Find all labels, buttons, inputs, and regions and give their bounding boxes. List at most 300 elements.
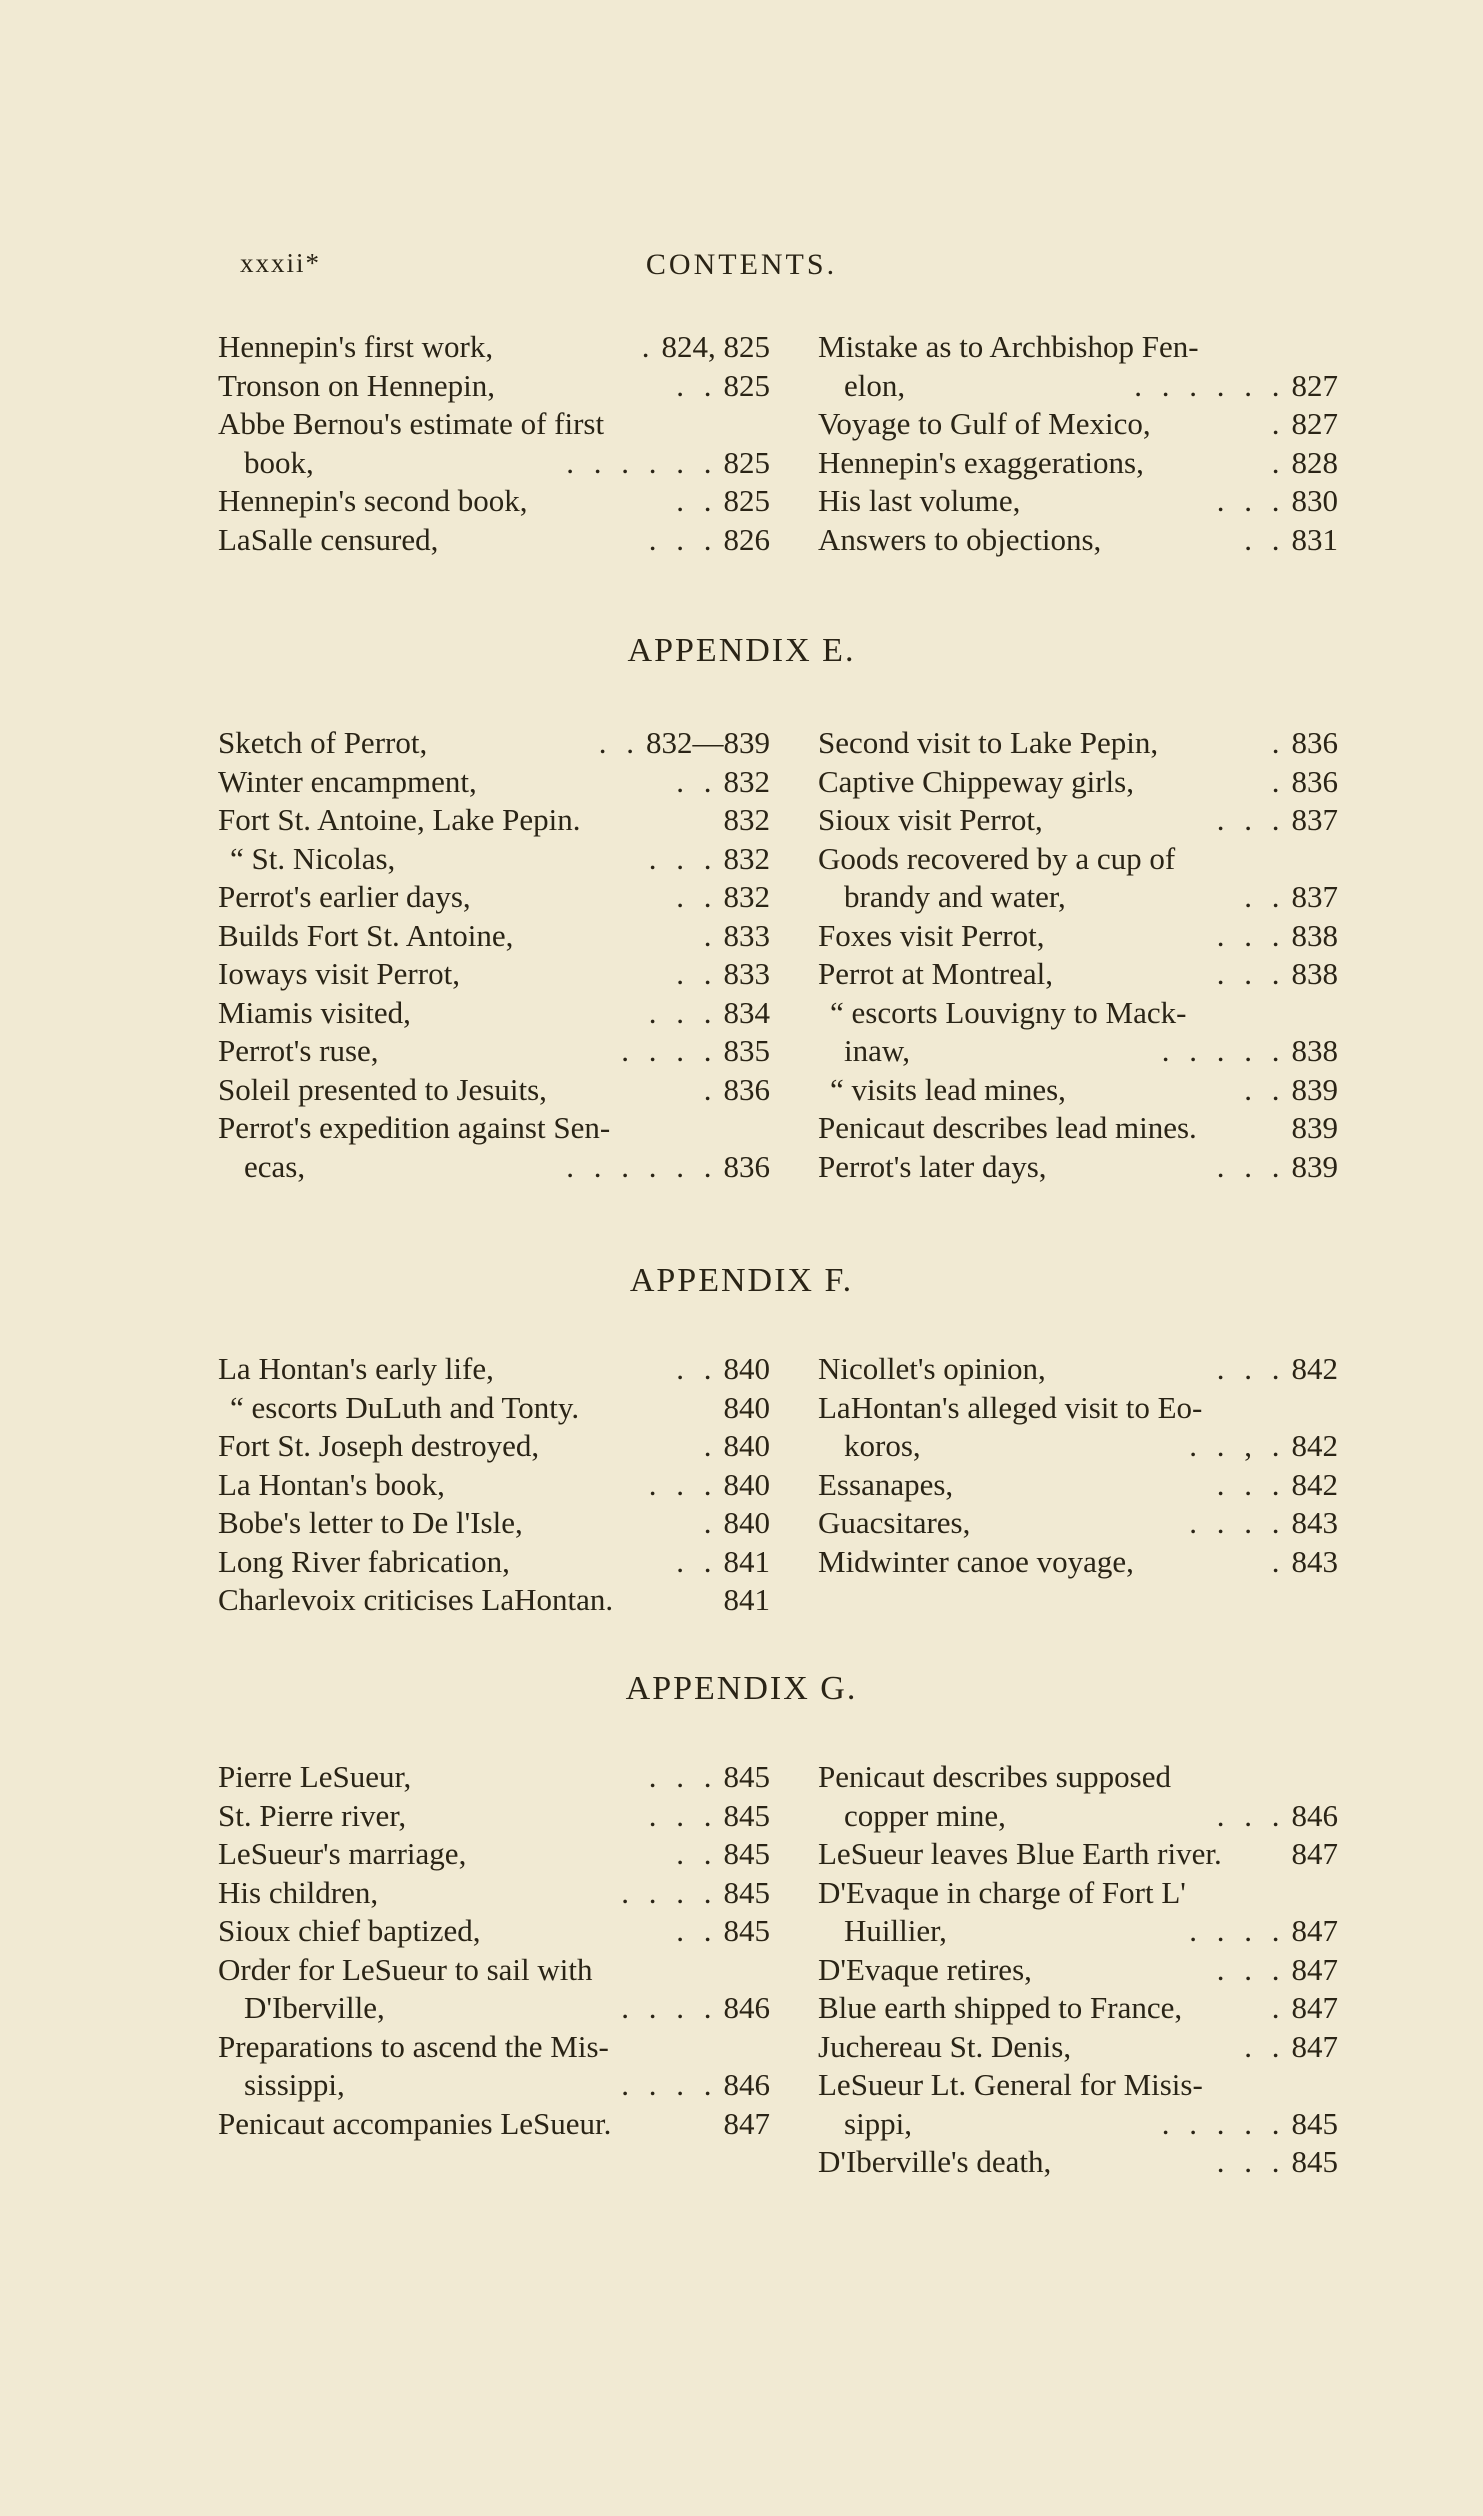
- entry-page-number: 843: [1291, 1543, 1338, 1579]
- entry-title: elon,: [844, 367, 906, 403]
- toc-entry-line: [818, 328, 1338, 367]
- toc-entry-line: [818, 2143, 1338, 2182]
- leader-dots: . . . . . .: [1134, 367, 1286, 403]
- entry-title: Order for LeSueur to sail with: [218, 1951, 593, 1987]
- entry-page-number: 846: [723, 2067, 770, 2102]
- entry-page-number: 847: [1291, 2028, 1338, 2064]
- toc-entry-line: [818, 2028, 1338, 2067]
- leader-dots: . . .: [1216, 1148, 1286, 1184]
- entry-title: Perrot's earlier days,: [218, 879, 471, 914]
- entry-page-number: 841: [723, 1543, 770, 1579]
- leader-dots: .: [641, 329, 656, 364]
- toc-entry-line: [818, 2066, 1338, 2105]
- entry-title: D'Iberville,: [244, 1990, 385, 2025]
- entry-title: Sketch of Perrot,: [218, 725, 428, 760]
- entry-title: LeSueur's marriage,: [218, 1836, 467, 1871]
- toc-entry-line: [218, 1032, 770, 1071]
- entry-title: Hennepin's first work,: [218, 329, 494, 364]
- entry-title: LeSueur leaves Blue Earth river.: [818, 1836, 1222, 1871]
- toc-entry: [218, 1109, 770, 1186]
- entry-title: “ escorts Louvigny to Mack-: [830, 994, 1187, 1030]
- entry-title: Voyage to Gulf of Mexico,: [818, 406, 1151, 441]
- entry-title: Penicaut accompanies LeSueur.: [218, 2105, 612, 2141]
- running-head: [0, 248, 1483, 288]
- appendix-g-column-right: [818, 1758, 1338, 2182]
- leader-dots: . . . . .: [1161, 1033, 1286, 1068]
- entry-page-number: 845: [723, 1874, 770, 1910]
- entry-title: Bobe's letter to De l'Isle,: [218, 1505, 523, 1540]
- toc-entry-line: [818, 521, 1338, 560]
- entry-title: Ioways visit Perrot,: [218, 956, 460, 991]
- toc-entry-line: [818, 1071, 1338, 1110]
- toc-entry-line: [818, 763, 1338, 802]
- toc-entry-line: [218, 724, 770, 763]
- toc-entry: [218, 1427, 770, 1466]
- toc-entry-line: [218, 1466, 770, 1505]
- appendix-e-column-right: [818, 724, 1338, 1186]
- toc-entry: [818, 1109, 1338, 1148]
- entry-title: His children,: [218, 1874, 379, 1910]
- leader-dots: . . , .: [1189, 1428, 1286, 1463]
- appendix-g-heading: APPENDIX G.: [625, 1670, 858, 1707]
- toc-entry: [218, 955, 770, 994]
- toc-entry-line: [818, 955, 1338, 994]
- toc-entry-line: [218, 1912, 770, 1951]
- toc-entry: [218, 1758, 770, 1797]
- toc-entry: [818, 917, 1338, 956]
- entry-page-number: 832: [723, 879, 770, 914]
- entry-title: Charlevoix criticises LaHontan.: [218, 1582, 614, 1617]
- entry-page-number: 847: [723, 2105, 770, 2141]
- leader-dots: . . .: [1216, 917, 1286, 953]
- entry-page-number: 836: [723, 1148, 770, 1184]
- toc-entry: [218, 724, 770, 763]
- entry-title: Preparations to ascend the Mis-: [218, 2028, 609, 2064]
- entry-page-number: 836: [1291, 725, 1338, 760]
- entry-title: Hennepin's exaggerations,: [818, 444, 1144, 480]
- toc-entry: [818, 482, 1338, 521]
- leader-dots: .: [1271, 725, 1286, 760]
- entry-title: Hennepin's second book,: [218, 483, 528, 518]
- toc-entry-line: [818, 2105, 1338, 2144]
- entry-title: Second visit to Lake Pepin,: [818, 725, 1159, 760]
- entry-page-number: 845: [1291, 2144, 1338, 2179]
- toc-entry-line: [818, 1758, 1338, 1797]
- entry-title: Foxes visit Perrot,: [818, 917, 1045, 953]
- entry-page-number: 847: [1291, 1951, 1338, 1987]
- toc-entry: [218, 1835, 770, 1874]
- entry-title: His last volume,: [818, 483, 1021, 518]
- toc-entry-line: [218, 1109, 770, 1148]
- toc-entry: [818, 1989, 1338, 2028]
- entry-title: Tronson on Hennepin,: [218, 367, 496, 403]
- entry-title: ecas,: [244, 1148, 306, 1184]
- entry-page-number: 837: [1291, 879, 1338, 914]
- entry-page-number: 834: [723, 994, 770, 1030]
- toc-entry: [818, 1148, 1338, 1187]
- entry-page-number: 824, 825: [661, 329, 770, 364]
- entry-page-number: 833: [723, 917, 770, 953]
- leader-dots: . .: [676, 879, 718, 914]
- entry-page-number: 845: [723, 1797, 770, 1833]
- appendix-g-column-left: [218, 1758, 770, 2143]
- toc-entry: [218, 1032, 770, 1071]
- toc-entry: [218, 1504, 770, 1543]
- toc-entry: [818, 444, 1338, 483]
- entry-page-number: 845: [1291, 2105, 1338, 2141]
- leader-dots: . .: [1244, 2028, 1286, 2064]
- toc-entry: [818, 2028, 1338, 2067]
- toc-entry: [218, 1389, 770, 1428]
- toc-entry: [218, 328, 770, 367]
- entry-title: La Hontan's early life,: [218, 1351, 494, 1386]
- appendix-f-column-left: [218, 1350, 770, 1620]
- entry-page-number: 838: [1291, 917, 1338, 953]
- entry-page-number: 841: [723, 1582, 770, 1617]
- toc-entry-line: [218, 1427, 770, 1466]
- entry-title: Guacsitares,: [818, 1505, 971, 1540]
- entry-page-number: 845: [723, 1913, 770, 1948]
- entry-page-number: 838: [1291, 956, 1338, 991]
- toc-entry: [218, 405, 770, 482]
- entry-title: Builds Fort St. Antoine,: [218, 917, 514, 953]
- entry-title: “ visits lead mines,: [830, 1071, 1066, 1107]
- toc-entry: [218, 1874, 770, 1913]
- entry-page-number: 831: [1291, 521, 1338, 557]
- entry-page-number: 827: [1291, 367, 1338, 403]
- toc-entry: [818, 2143, 1338, 2182]
- toc-entry: [818, 1874, 1338, 1951]
- toc-entry: [218, 917, 770, 956]
- leader-dots: . . .: [648, 840, 718, 876]
- toc-entry-line: [218, 1504, 770, 1543]
- toc-entry: [218, 482, 770, 521]
- toc-entry: [218, 763, 770, 802]
- leader-dots: . . .: [1216, 802, 1286, 837]
- appendix-f-heading: APPENDIX F.: [629, 1262, 854, 1299]
- leader-dots: . . .: [648, 1759, 718, 1794]
- toc-entry-line: [218, 482, 770, 521]
- entry-title: Fort St. Antoine, Lake Pepin.: [218, 802, 581, 837]
- toc-entry-line: [818, 1951, 1338, 1990]
- toc-entry-line: [218, 1389, 770, 1428]
- entry-page-number: 846: [723, 1990, 770, 2025]
- entry-title: Fort St. Joseph destroyed,: [218, 1428, 540, 1463]
- leader-dots: .: [1271, 1990, 1286, 2025]
- toc-entry-line: [818, 1989, 1338, 2028]
- toc-entry-line: [218, 521, 770, 560]
- toc-entry: [218, 1797, 770, 1836]
- toc-entry-line: [818, 1797, 1338, 1836]
- toc-entry-line: [218, 328, 770, 367]
- toc-entry-line: [218, 955, 770, 994]
- toc-entry-line: [218, 878, 770, 917]
- leader-dots: . . . .: [621, 1033, 718, 1068]
- toc-entry: [218, 367, 770, 406]
- page-number: xxxii*: [240, 248, 322, 278]
- leader-dots: .: [703, 917, 718, 953]
- leader-dots: . .: [676, 763, 718, 799]
- entry-title: Perrot's expedition against Sen-: [218, 1110, 611, 1145]
- toc-entry-line: [818, 1389, 1338, 1428]
- leader-dots: . .: [676, 956, 718, 991]
- entry-title: Pierre LeSueur,: [218, 1759, 412, 1794]
- entry-title: “ St. Nicolas,: [230, 840, 396, 876]
- toc-entry-line: [218, 1543, 770, 1582]
- toc-entry-line: [818, 1350, 1338, 1389]
- entry-page-number: 840: [723, 1428, 770, 1463]
- toc-entry: [218, 1071, 770, 1110]
- toc-entry-line: [218, 1874, 770, 1913]
- entry-page-number: 842: [1291, 1351, 1338, 1386]
- entry-page-number: 833: [723, 956, 770, 991]
- entry-title: Goods recovered by a cup of: [818, 840, 1176, 876]
- entry-page-number: 837: [1291, 802, 1338, 837]
- toc-entry: [218, 2105, 770, 2144]
- entry-title: Blue earth shipped to France,: [818, 1990, 1183, 2025]
- toc-entry: [818, 763, 1338, 802]
- toc-entry-line: [818, 1874, 1338, 1913]
- toc-entry-line: [218, 1071, 770, 1110]
- entry-page-number: 843: [1291, 1505, 1338, 1540]
- leader-dots: . .: [676, 483, 718, 518]
- toc-entry: [218, 1350, 770, 1389]
- entry-page-number: 840: [723, 1466, 770, 1502]
- leader-dots: . .: [676, 1543, 718, 1579]
- entry-page-number: 845: [723, 1759, 770, 1794]
- toc-entry: [218, 1581, 770, 1620]
- entry-title: inaw,: [844, 1033, 910, 1068]
- entry-title: Perrot's later days,: [818, 1148, 1047, 1184]
- toc-entry-line: [818, 1466, 1338, 1505]
- toc-entry-line: [818, 1427, 1338, 1466]
- entry-page-number: 838: [1291, 1033, 1338, 1068]
- toc-entry-line: [218, 1148, 770, 1187]
- entry-page-number: 842: [1291, 1428, 1338, 1463]
- toc-entry: [818, 2066, 1338, 2143]
- entry-title: copper mine,: [844, 1797, 1006, 1833]
- entry-page-number: 828: [1291, 444, 1338, 480]
- toc-entry: [218, 840, 770, 879]
- entry-title: D'Iberville's death,: [818, 2144, 1052, 2179]
- toc-entry: [218, 994, 770, 1033]
- toc-entry-line: [818, 444, 1338, 483]
- entry-title: sissippi,: [244, 2067, 345, 2102]
- toc-entry: [218, 1466, 770, 1505]
- toc-entry-line: [218, 2105, 770, 2144]
- toc-entry-line: [218, 2066, 770, 2105]
- toc-entry: [818, 801, 1338, 840]
- toc-entry: [818, 840, 1338, 917]
- toc-entry: [218, 1912, 770, 1951]
- entry-page-number: 840: [723, 1389, 770, 1425]
- toc-entry: [818, 1758, 1338, 1835]
- entry-title: Abbe Bernou's estimate of first: [218, 406, 605, 441]
- contents-column-right: [818, 328, 1338, 559]
- leader-dots: . . . .: [621, 1990, 718, 2025]
- appendix-f-column-right: [818, 1350, 1338, 1581]
- toc-entry-line: [218, 444, 770, 483]
- leader-dots: . . .: [1216, 1351, 1286, 1386]
- entry-page-number: 836: [1291, 763, 1338, 799]
- entry-title: LaHontan's alleged visit to Eo-: [818, 1389, 1203, 1425]
- toc-entry: [218, 1543, 770, 1582]
- leader-dots: .: [703, 1505, 718, 1540]
- toc-entry: [818, 1543, 1338, 1582]
- toc-entry: [218, 1951, 770, 2028]
- toc-entry-line: [218, 1350, 770, 1389]
- contents-column-left: [218, 328, 770, 559]
- leader-dots: . .: [676, 1836, 718, 1871]
- toc-entry-line: [218, 1989, 770, 2028]
- toc-entry: [218, 521, 770, 560]
- entry-title: book,: [244, 444, 314, 480]
- toc-entry-line: [818, 878, 1338, 917]
- toc-entry-line: [818, 1504, 1338, 1543]
- leader-dots: .: [1271, 1543, 1286, 1579]
- leader-dots: .: [1271, 763, 1286, 799]
- toc-entry-line: [818, 840, 1338, 879]
- toc-entry: [218, 2028, 770, 2105]
- toc-entry-line: [218, 1797, 770, 1836]
- entry-title: Mistake as to Archbishop Fen-: [818, 329, 1199, 364]
- toc-entry-line: [818, 1543, 1338, 1582]
- leader-dots: .: [1271, 444, 1286, 480]
- entry-title: Sioux chief baptized,: [218, 1913, 481, 1948]
- entry-title: koros,: [844, 1428, 921, 1463]
- leader-dots: . .: [1244, 1071, 1286, 1107]
- toc-entry-line: [818, 482, 1338, 521]
- entry-title: “ escorts DuLuth and Tonty.: [230, 1389, 580, 1425]
- leader-dots: . . .: [1216, 1797, 1286, 1833]
- entry-title: sippi,: [844, 2105, 913, 2141]
- leader-dots: . . . .: [1189, 1505, 1286, 1540]
- leader-dots: . . .: [648, 994, 718, 1030]
- toc-entry-line: [218, 1581, 770, 1620]
- appendix-e-column-left: [218, 724, 770, 1186]
- entry-page-number: 845: [723, 1836, 770, 1871]
- entry-title: Penicaut describes lead mines.: [818, 1110, 1197, 1145]
- entry-page-number: 847: [1291, 1836, 1338, 1871]
- leader-dots: . . .: [1216, 483, 1286, 518]
- entry-title: La Hontan's book,: [218, 1466, 445, 1502]
- toc-entry-line: [818, 1032, 1338, 1071]
- entry-title: Midwinter canoe voyage,: [818, 1543, 1134, 1579]
- toc-entry-line: [818, 367, 1338, 406]
- toc-entry-line: [818, 994, 1338, 1033]
- toc-entry-line: [218, 405, 770, 444]
- entry-title: Juchereau St. Denis,: [818, 2028, 1072, 2064]
- toc-entry-line: [818, 1912, 1338, 1951]
- entry-title: Soleil presented to Jesuits,: [218, 1071, 547, 1107]
- toc-entry-line: [218, 763, 770, 802]
- entry-page-number: 842: [1291, 1466, 1338, 1502]
- leader-dots: . . . . .: [1161, 2105, 1286, 2141]
- entry-title: Miamis visited,: [218, 994, 411, 1030]
- toc-entry: [818, 1951, 1338, 1990]
- toc-entry-line: [218, 1835, 770, 1874]
- entry-page-number: 825: [723, 444, 770, 480]
- entry-page-number: 847: [1291, 1913, 1338, 1948]
- toc-entry: [818, 994, 1338, 1071]
- entry-title: LaSalle censured,: [218, 521, 439, 557]
- entry-title: Answers to objections,: [818, 521, 1102, 557]
- toc-entry: [818, 1466, 1338, 1505]
- page-title: CONTENTS.: [645, 248, 838, 281]
- toc-entry-line: [218, 1951, 770, 1990]
- entry-page-number: 839: [1291, 1148, 1338, 1184]
- leader-dots: . . .: [1216, 956, 1286, 991]
- leader-dots: .: [1271, 406, 1286, 441]
- entry-page-number: 830: [1291, 483, 1338, 518]
- toc-entry-line: [218, 2028, 770, 2067]
- toc-entry-line: [218, 367, 770, 406]
- entry-title: Winter encampment,: [218, 763, 477, 799]
- entry-title: LeSueur Lt. General for Misis-: [818, 2067, 1203, 2102]
- entry-page-number: 840: [723, 1351, 770, 1386]
- toc-entry: [818, 521, 1338, 560]
- entry-page-number: 825: [723, 483, 770, 518]
- entry-title: Captive Chippeway girls,: [818, 763, 1134, 799]
- leader-dots: . .: [676, 1913, 718, 1948]
- leader-dots: . .: [1244, 521, 1286, 557]
- entry-page-number: 832: [723, 763, 770, 799]
- entry-title: Huillier,: [844, 1913, 947, 1948]
- toc-entry-line: [818, 1109, 1338, 1148]
- entry-page-number: 839: [1291, 1071, 1338, 1107]
- entry-title: Perrot's ruse,: [218, 1033, 379, 1068]
- toc-entry-line: [818, 405, 1338, 444]
- entry-page-number: 832: [723, 840, 770, 876]
- entry-title: D'Evaque retires,: [818, 1951, 1032, 1987]
- leader-dots: . . .: [648, 1797, 718, 1833]
- leader-dots: . . .: [1216, 1466, 1286, 1502]
- entry-page-number: 832: [723, 802, 770, 837]
- toc-entry-line: [818, 801, 1338, 840]
- leader-dots: . . .: [1216, 1951, 1286, 1987]
- entry-page-number: 827: [1291, 406, 1338, 441]
- toc-entry: [818, 1389, 1338, 1466]
- entry-page-number: 846: [1291, 1797, 1338, 1833]
- leader-dots: . .: [676, 367, 718, 403]
- toc-entry: [818, 1504, 1338, 1543]
- entry-page-number: 825: [723, 367, 770, 403]
- toc-entry: [818, 328, 1338, 405]
- toc-entry-line: [218, 917, 770, 956]
- entry-page-number: 840: [723, 1505, 770, 1540]
- toc-entry-line: [218, 840, 770, 879]
- entry-title: Penicaut describes supposed: [818, 1759, 1171, 1794]
- toc-entry-line: [818, 1835, 1338, 1874]
- leader-dots: . . . . . .: [566, 1148, 718, 1184]
- entry-title: Long River fabrication,: [218, 1543, 510, 1579]
- entry-page-number: 836: [723, 1071, 770, 1107]
- entry-page-number: 832—839: [646, 725, 770, 760]
- toc-entry-line: [218, 994, 770, 1033]
- entry-title: St. Pierre river,: [218, 1797, 407, 1833]
- toc-entry-line: [818, 724, 1338, 763]
- toc-entry: [818, 955, 1338, 994]
- leader-dots: . .: [676, 1351, 718, 1386]
- leader-dots: . .: [1244, 879, 1286, 914]
- entry-title: Perrot at Montreal,: [818, 956, 1054, 991]
- toc-entry: [818, 405, 1338, 444]
- appendix-e-heading: APPENDIX E.: [627, 632, 856, 669]
- leader-dots: . .: [598, 725, 640, 760]
- toc-entry-line: [818, 1148, 1338, 1187]
- toc-entry: [818, 1071, 1338, 1110]
- entry-title: Nicollet's opinion,: [818, 1351, 1046, 1386]
